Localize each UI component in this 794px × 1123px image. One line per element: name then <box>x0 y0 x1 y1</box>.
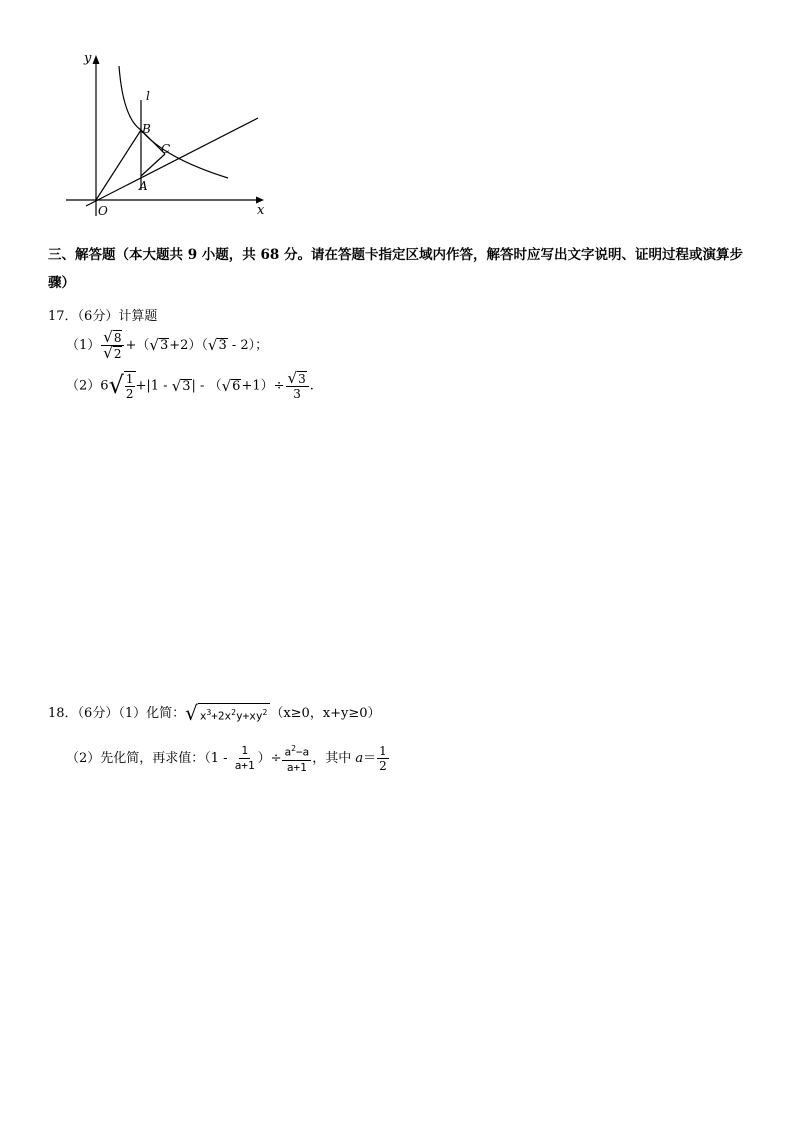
q18-p2-f1n: 1 <box>241 743 248 757</box>
q17-p1-t3: - 2）； <box>227 338 269 353</box>
q17-p1-den: 2 <box>113 347 122 361</box>
q18-m2: y+xy <box>236 709 263 723</box>
q18-p2-vn: 1 <box>379 743 387 758</box>
q17-p2-t2: | - （ <box>191 378 222 394</box>
q18-part2 <box>66 742 390 775</box>
q18-p2-f1d: a+1 <box>234 758 255 772</box>
q18-part1: 18．（6分）（1）化简： √ $x^3+2x^2y+xy^2$ （x≥0，x+y≥0） <box>48 701 381 726</box>
coordinate-figure <box>58 48 278 223</box>
q18-p2-label: （2）先化简，再求值：（1 - <box>66 750 232 766</box>
q18-e3: 2 <box>262 708 268 718</box>
q18-p2-f2n-b: −a <box>295 745 310 759</box>
q18-p2-vd: 2 <box>379 758 387 773</box>
q18-p2-t2: ，其中 <box>312 750 356 766</box>
q17-p1-r3: 3 <box>218 338 227 353</box>
q17-p2-fd: 2 <box>125 387 134 401</box>
label-b: B <box>142 122 151 136</box>
q17-p2-num-r: 3 <box>298 372 306 386</box>
q17-p1-fraction: √ 8 √ 2 <box>101 330 124 361</box>
q18-p2-t1: ）÷ <box>257 750 282 766</box>
label-x: x <box>257 203 265 218</box>
q18-p2-frac2 <box>282 742 311 775</box>
q17-p1-num: 8 <box>113 331 122 345</box>
q18-x2: x <box>224 709 232 723</box>
q17-p2-label: （2） <box>66 378 101 394</box>
segment-ac <box>141 154 165 176</box>
q17-p1-label: （1） <box>66 338 101 353</box>
q18-p2-eq: ＝ <box>363 750 377 766</box>
q18-stem: 18．（6分）（1）化简： <box>48 706 186 721</box>
q17-p2-end: . <box>309 378 314 394</box>
q17-p2-r1: 3 <box>182 378 191 394</box>
label-l: l <box>146 89 150 103</box>
label-y: y <box>84 51 92 66</box>
q17-p2-t1: +|1 - <box>135 378 172 394</box>
label-a: A <box>139 179 148 193</box>
q17-part1: （1） √ 8 √ 2 +（ √ 3 +2）（ √ 3 - 2）； <box>66 328 269 362</box>
q18-p2-value <box>377 744 389 773</box>
line-oc <box>86 118 258 206</box>
q17-p2-r2: 6 <box>232 378 241 394</box>
q18-e2: 2 <box>231 708 236 718</box>
q18-p2-f2n-e: 2 <box>291 744 296 753</box>
label-c: C <box>161 142 171 156</box>
q17-p1-r2: 3 <box>159 338 169 353</box>
q17-p2-den: 3 <box>293 387 301 401</box>
q17-part2: （2）6 √ 1 2 +|1 - √ 3 | - （ √ 6 +1）÷ √ 3 3 . <box>66 369 314 401</box>
q17-p2-coef: 6 <box>100 378 109 394</box>
label-o: O <box>98 204 108 218</box>
q17-p1-plus: +（ <box>125 338 150 353</box>
q17-stem: 17．（6分）计算题 <box>48 309 158 324</box>
section-title: 三、解答题（本大题共 9 小题，共 68 分。请在答题卡指定区域内作答，解答时应写出文字说明、证明过程或演算步骤） <box>48 247 743 291</box>
q17-p1-t2: +2）（ <box>169 338 208 353</box>
q18-p2-var: a <box>355 750 364 766</box>
q18-p2-frac1 <box>233 744 257 773</box>
q17-p2-t3: +1）÷ <box>241 378 285 394</box>
y-axis-arrow-icon <box>93 55 100 64</box>
q17-p2-fn: 1 <box>125 372 134 386</box>
q18-p2-f2n-a: a <box>284 745 292 759</box>
q17-p2-fraction: √ 3 3 <box>286 371 309 401</box>
q18-cond: （x≥0，x+y≥0） <box>270 706 381 721</box>
q18-x1: x <box>199 709 207 723</box>
q18-m1: +2 <box>211 709 225 723</box>
q18-p2-f2d: a+1 <box>286 760 307 774</box>
q18-e1: 3 <box>206 708 212 718</box>
